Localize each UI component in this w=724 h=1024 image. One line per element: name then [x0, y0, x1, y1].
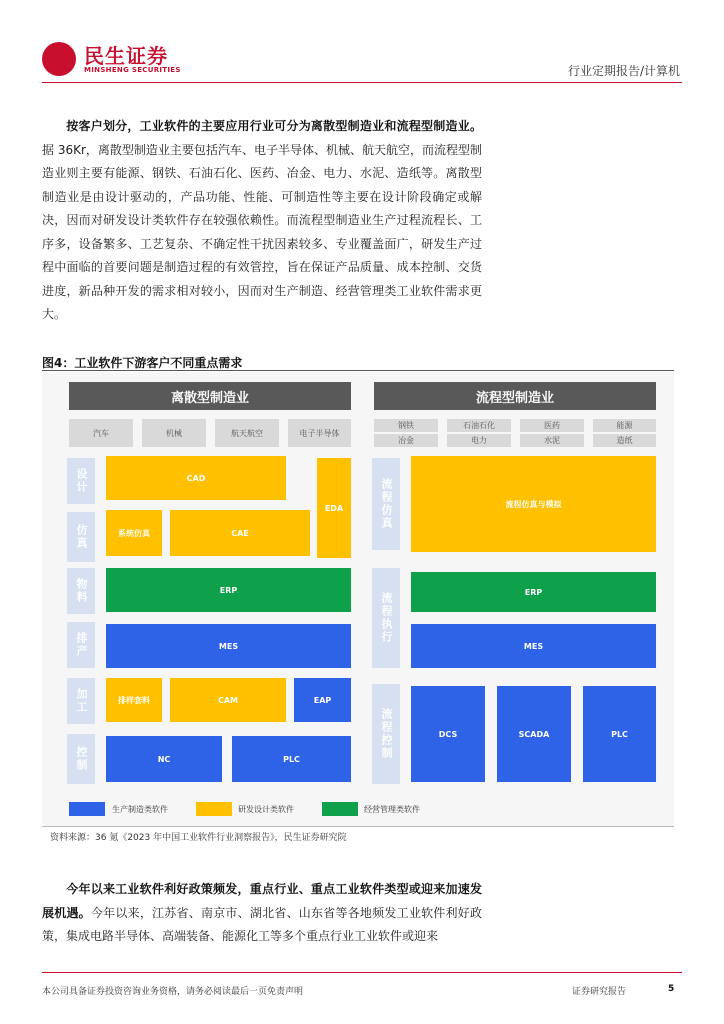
- discrete-header: 离散型制造业: [69, 382, 351, 410]
- footer-disclaimer: 本公司具备证券投资咨询业务资格，请务必阅读最后一页免责声明: [42, 987, 304, 997]
- legend-swatch-production: [69, 802, 105, 816]
- block-eda: EDA: [317, 458, 351, 558]
- process-category: 石油石化: [447, 419, 511, 432]
- paragraph-policy: [42, 878, 482, 949]
- stage-label: 流程控制: [372, 684, 400, 784]
- process-category: 冶金: [374, 434, 438, 447]
- process-category: 水泥: [520, 434, 584, 447]
- page-number: 5: [668, 984, 675, 994]
- paragraph-industry-split: [42, 115, 482, 327]
- company-logo-icon: [42, 42, 76, 76]
- discrete-category: 航天航空: [215, 419, 279, 447]
- process-category: 医药: [520, 419, 584, 432]
- block-cad: CAD: [106, 456, 286, 500]
- stage-label: 设计: [67, 458, 95, 504]
- para1-lead: 按客户划分，工业软件的主要应用行业可分为离散型制造业和流程型制造业。: [66, 119, 482, 133]
- discrete-category: 汽车: [69, 419, 133, 447]
- block-mes-process: MES: [411, 624, 656, 668]
- report-type: 行业定期报告/计算机: [567, 64, 680, 78]
- footer-divider: [42, 972, 682, 973]
- process-category: 能源: [593, 419, 656, 432]
- block-erp-process: ERP: [411, 572, 656, 612]
- block-dcs: DCS: [411, 686, 485, 782]
- stage-label: 排产: [67, 622, 95, 668]
- block-eap: EAP: [294, 678, 351, 722]
- stage-label: 加工: [67, 678, 95, 724]
- process-category: 钢铁: [374, 419, 438, 432]
- figure-source: 资料来源：36 氪《2023 年中国工业软件行业洞察报告》，民生证券研究院: [50, 833, 347, 843]
- figure-bottom-rule: [42, 826, 674, 827]
- discrete-category: 机械: [142, 419, 206, 447]
- header-divider: [42, 82, 682, 83]
- block-plc-discrete: PLC: [232, 736, 351, 782]
- block-scada: SCADA: [497, 686, 571, 782]
- para2-lead: 今年以来工业软件利好政策频发，重点行业、重点工业软件类型或迎来加速发展机遇。: [42, 882, 482, 920]
- legend-swatch-management: [322, 802, 358, 816]
- stage-label: 控制: [67, 734, 95, 784]
- para1-body: 据 36Kr，离散型制造业主要包括汽车、电子半导体、机械、航天航空，而流程型制造业则主要有能源、钢铁、石油石化、医药、冶金、电力、水泥、造纸等。离散型制造业是由设计驱动的，产品功能、性能、可制造性等主要在设计阶段确定或解决，因而对研发设计类软件存在较强依赖性。而流程型制造业生产过程流程长、工序多，设备繁多、工艺复杂、不确定性干扰因素较多、专业覆盖面广，研发生产过程中面临的首要问题是制造过程的有效管控，旨在保证产品质量、成本控制、交货进度，新品种开发的需求相对较小，因而对生产制造、经营管理类工业软件需求更大。: [42, 142, 482, 321]
- block-plc-process: PLC: [583, 686, 656, 782]
- stage-label: 流程执行: [372, 568, 400, 668]
- block-erp-discrete: ERP: [106, 568, 351, 612]
- process-header: 流程型制造业: [374, 382, 656, 410]
- stage-label: 流程仿真: [372, 458, 400, 550]
- company-name-cn: 民生证券: [84, 44, 168, 68]
- legend-label-management: 经营管理类软件: [364, 805, 420, 814]
- block-mes-discrete: MES: [106, 624, 351, 668]
- legend-label-rnd: 研发设计类软件: [238, 805, 294, 814]
- process-category: 电力: [447, 434, 511, 447]
- block-nc: NC: [106, 736, 222, 782]
- footer-label: 证券研究报告: [572, 987, 627, 997]
- company-name-en: MINSHENG SECURITIES: [84, 66, 181, 74]
- stage-label: 仿真: [67, 512, 95, 562]
- block-nesting: 排样套料: [106, 678, 162, 722]
- para2-body: 今年以来，江苏省、南京市、湖北省、山东省等各地频发工业软件利好政策，集成电路半导体、高端装备、能源化工等多个重点行业工业软件或迎来: [42, 905, 482, 943]
- block-process-simulation: 流程仿真与模拟: [411, 456, 656, 552]
- block-cae: CAE: [170, 510, 310, 556]
- block-system-simulation: 系统仿真: [106, 510, 162, 556]
- legend-label-production: 生产制造类软件: [112, 805, 168, 814]
- industry-software-diagram: [42, 372, 674, 826]
- figure-title: 图4：工业软件下游客户不同重点需求: [42, 356, 243, 370]
- discrete-category: 电子半导体: [288, 419, 351, 447]
- figure-top-rule: [42, 370, 674, 371]
- block-cam: CAM: [170, 678, 286, 722]
- stage-label: 物料: [67, 568, 95, 614]
- process-category: 造纸: [593, 434, 656, 447]
- legend-swatch-rnd: [196, 802, 232, 816]
